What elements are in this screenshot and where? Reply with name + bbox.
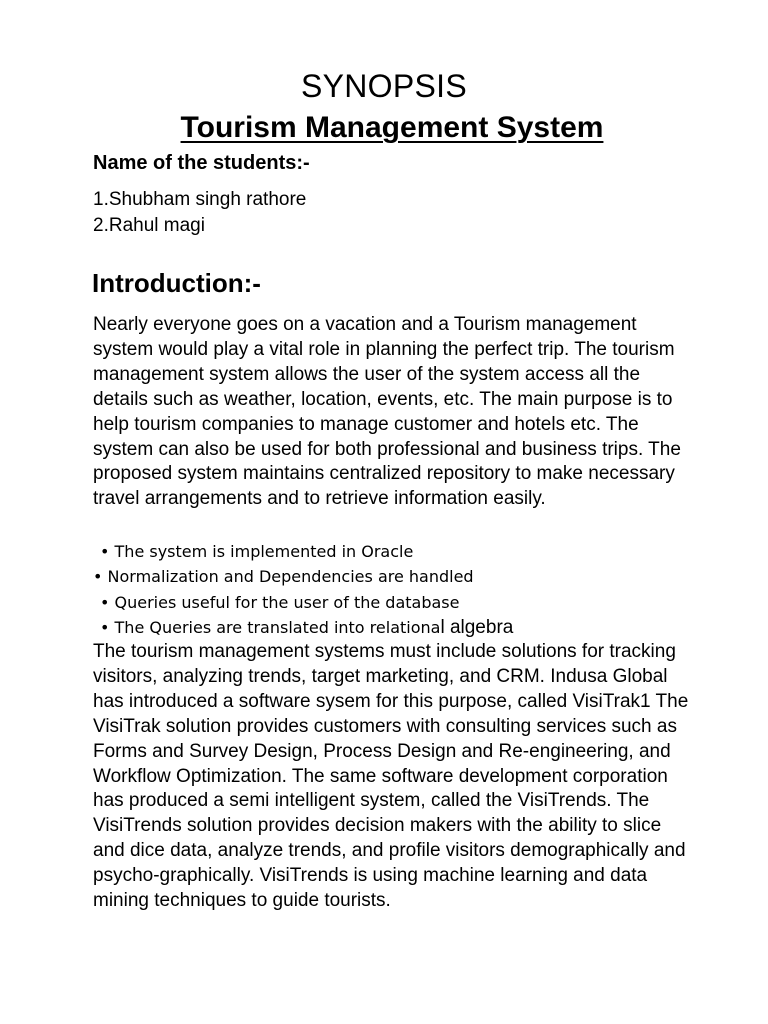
bullet-item: • The system is implemented in Oracle — [100, 542, 414, 561]
bullet-item — [93, 615, 693, 640]
bullet-item-tail: l algebra — [440, 616, 514, 638]
students-heading: Name of the students:- — [93, 152, 310, 174]
introduction-paragraph: Nearly everyone goes on a vacation and a Tourism management system would play a vital role in planning the perfect trip. The tourism management system allows the user of the system access all the details such as weather, location, events, etc. The main purpose is to help tourism companies to manage customer and hotels etc. The system can also be used for both professional and business trips. The proposed system maintains centralized repository to make necessary travel arrangements and to retrieve information easily. — [93, 314, 681, 510]
document-subtitle: Tourism Management System — [180, 111, 604, 144]
student-item: 2.Rahul magi — [93, 215, 205, 236]
document-title: SYNOPSIS — [300, 68, 467, 104]
bullet-item: • Queries useful for the user of the database — [100, 592, 460, 612]
introduction-heading: Introduction:- — [92, 268, 261, 298]
feature-bullet-list — [93, 539, 693, 640]
solutions-paragraph: The tourism management systems must include solutions for tracking visitors, analyzing trends, target marketing, and CRM. Indusa Global has introduced a software sysem for this purpose, called VisiTrak1 The VisiTrak solution provides customers with consulting services such as Forms and Survey Design, Process Design and Re-engineering, and Workflow Optimization. The same software development corporation has produced a semi intelligent system, called the VisiTrends. The VisiTrends solution provides decision makers with the ability to slice and dice data, analyze trends, and profile visitors demographically and psycho-graphically. VisiTrends is using machine learning and data mining techniques to guide tourists. — [93, 641, 689, 912]
bullet-item: • Normalization and Dependencies are handled — [93, 567, 474, 587]
bullet-item-text: • The Queries are translated into relationa — [100, 617, 441, 637]
student-item: 1.Shubham singh rathore — [93, 189, 307, 210]
